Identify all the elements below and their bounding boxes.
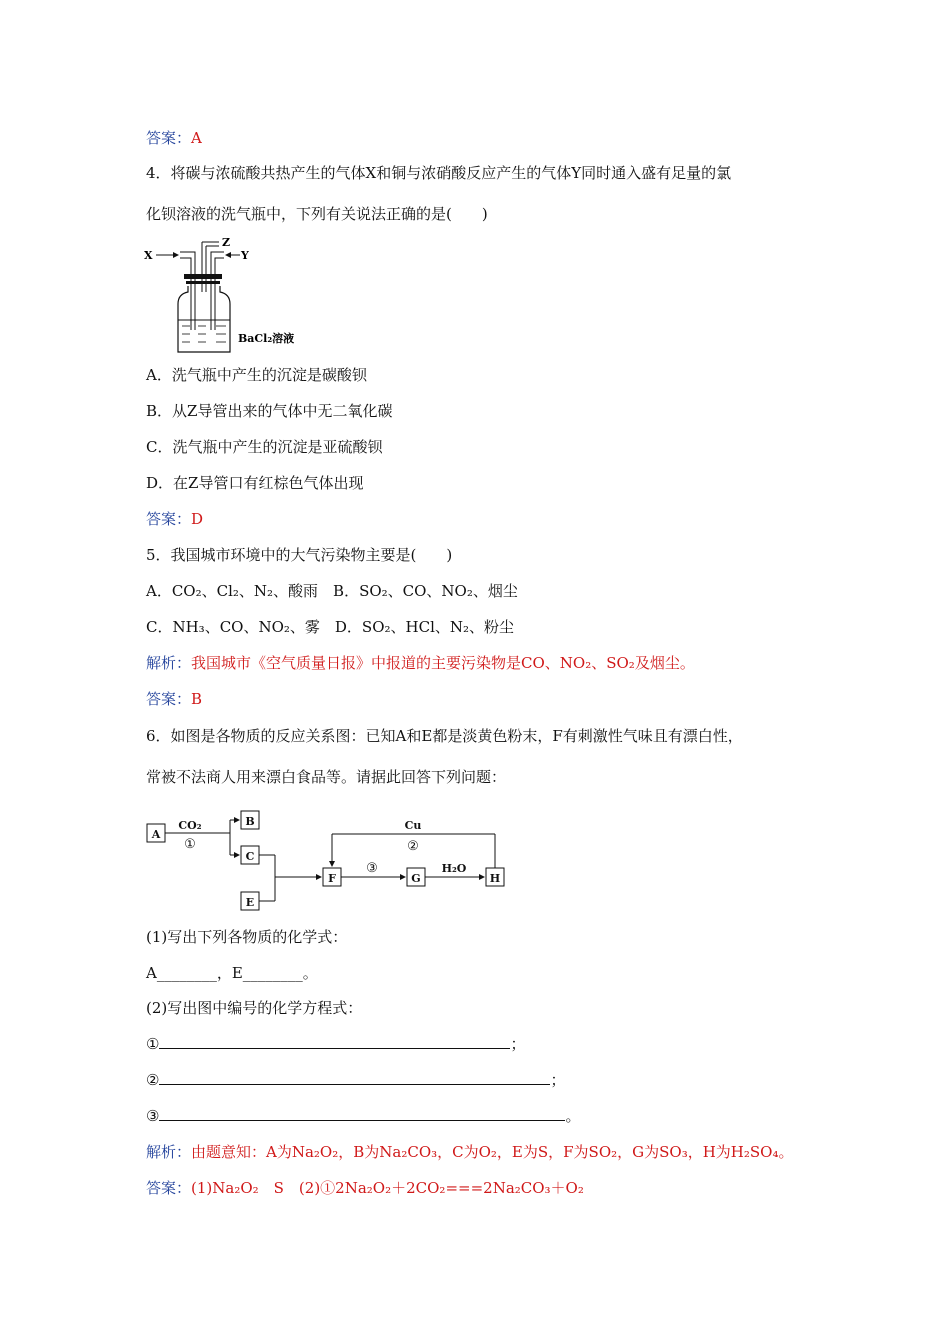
node-e: E xyxy=(245,896,255,909)
answer-label: 答案： xyxy=(146,1179,192,1197)
q4-stem-line1: 4．将碳与浓硫酸共热产生的气体X和铜与浓硝酸反应产生的气体Y同时通入盛有足量的氯 xyxy=(146,164,732,182)
node-c: C xyxy=(245,850,255,863)
q6-part1: (1)写出下列各物质的化学式： xyxy=(146,928,348,946)
label-step1: ① xyxy=(184,837,196,852)
label-step2: ② xyxy=(407,839,419,854)
node-h: H xyxy=(489,872,501,885)
q5-analysis xyxy=(146,653,695,673)
answer-value: D xyxy=(191,510,204,528)
equation-1-line xyxy=(146,1034,525,1054)
answer-value: B xyxy=(191,690,203,708)
q6-stem-line1: 6．如图是各物质的反应关系图：已知A和E都是淡黄色粉末，F有刺激性气味且有漂白性， xyxy=(146,727,743,745)
analysis-text: 由题意知：A为Na₂O₂，B为Na₂CO₃，C为O₂，E为S，F为SO₂，G为SO₃，H为H₂SO₄。 xyxy=(191,1143,794,1161)
answer-text: (1)Na₂O₂ S (2)①2Na₂O₂＋2CO₂===2Na₂CO₃＋O₂ xyxy=(191,1179,584,1197)
q4-option-a: A．洗气瓶中产生的沉淀是碳酸钡 xyxy=(146,366,367,384)
node-a: A xyxy=(151,828,161,841)
eq2-number: ② xyxy=(146,1071,160,1089)
node-b: B xyxy=(245,815,255,828)
label-step3: ③ xyxy=(366,861,378,876)
label-z: Z xyxy=(222,236,231,249)
q4-option-c: C．洗气瓶中产生的沉淀是亚硫酸钡 xyxy=(146,438,383,456)
eq2-end: ； xyxy=(550,1071,566,1089)
q4-answer xyxy=(146,509,203,529)
q5-options-line1: A．CO₂、Cl₂、N₂、酸雨 B．SO₂、CO、NO₂、烟尘 xyxy=(146,582,518,600)
analysis-label: 解析： xyxy=(146,1143,192,1161)
q4-option-d: D．在Z导管口有红棕色气体出现 xyxy=(146,474,364,492)
node-f: F xyxy=(328,872,336,885)
answer-value: A xyxy=(191,129,202,147)
equation-2-line xyxy=(146,1070,565,1090)
q5-stem: 5．我国城市环境中的大气污染物主要是( ) xyxy=(146,546,453,564)
eq3-end: 。 xyxy=(565,1107,581,1125)
q6-answer xyxy=(146,1178,584,1198)
eq1-blank[interactable] xyxy=(159,1034,510,1049)
node-g: G xyxy=(411,872,421,885)
eq1-end: ； xyxy=(510,1035,526,1053)
q6-blanks: A________，E________。 xyxy=(146,964,318,982)
gas-washing-bottle-figure xyxy=(140,234,340,364)
eq3-number: ③ xyxy=(146,1107,160,1125)
eq2-blank[interactable] xyxy=(159,1070,550,1085)
label-bacl2-solution: BaCl₂溶液 xyxy=(238,332,295,345)
analysis-text: 我国城市《空气质量日报》中报道的主要污染物是CO、NO₂、SO₂及烟尘。 xyxy=(191,654,695,672)
q5-answer xyxy=(146,689,202,709)
q6-analysis xyxy=(146,1142,793,1162)
answer-label: 答案： xyxy=(146,129,192,147)
q6-part2: (2)写出图中编号的化学方程式： xyxy=(146,999,363,1017)
label-y: Y xyxy=(241,249,249,262)
equation-3-line xyxy=(146,1106,580,1126)
label-cu: Cu xyxy=(404,819,422,832)
q5-options-line2: C．NH₃、CO、NO₂、雾 D．SO₂、HCl、N₂、粉尘 xyxy=(146,618,515,636)
label-x: X xyxy=(144,249,153,262)
answer-label: 答案： xyxy=(146,690,192,708)
eq3-blank[interactable] xyxy=(159,1106,565,1121)
answer-label: 答案： xyxy=(146,510,192,528)
q3-answer xyxy=(146,128,202,148)
q4-stem-line2: 化钡溶液的洗气瓶中，下列有关说法正确的是( ) xyxy=(146,205,488,223)
analysis-label: 解析： xyxy=(146,654,192,672)
eq1-number: ① xyxy=(146,1035,160,1053)
reaction-relationship-diagram xyxy=(140,798,520,920)
label-h2o: H₂O xyxy=(441,862,467,875)
q4-option-b: B．从Z导管出来的气体中无二氧化碳 xyxy=(146,402,393,420)
q6-stem-line2: 常被不法商人用来漂白食品等。请据此回答下列问题： xyxy=(146,768,507,786)
label-co2: CO₂ xyxy=(178,819,202,832)
